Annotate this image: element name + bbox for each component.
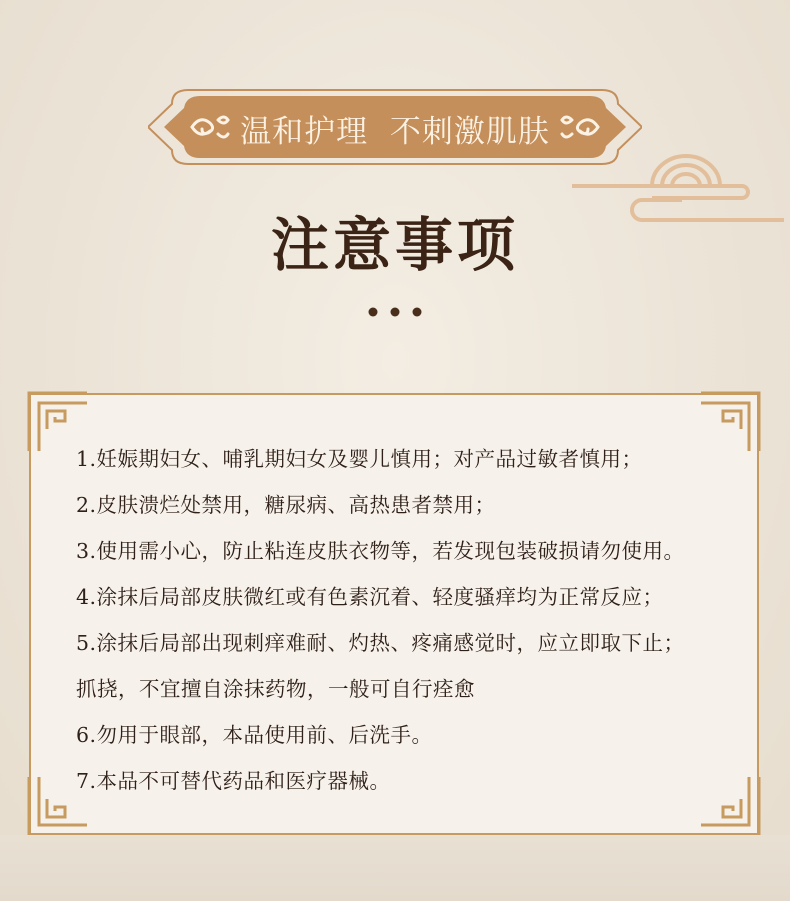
slogan-banner [148,84,642,170]
notice-item: 2.皮肤溃烂处禁用，糖尿病、高热患者禁用； [76,493,496,517]
ellipsis-dots [365,305,425,319]
notice-item: 3.使用需小心，防止粘连皮肤衣物等，若发现包装破损请勿使用。 [76,539,685,563]
notice-item: 5.涂抹后局部出现刺痒难耐、灼热、疼痛感觉时，应立即取下止； [76,631,685,655]
notice-item: 7.本品不可替代药品和医疗器械。 [76,769,391,793]
notice-item: 1.妊娠期妇女、哺乳期妇女及婴儿慎用；对产品过敏者慎用； [76,447,643,471]
bottom-background [0,835,790,901]
notice-item: 4.涂抹后局部皮肤微红或有色素沉着、轻度骚痒均为正常反应； [76,585,664,609]
page-title: 注意事项 [270,211,519,279]
banner-text: 温和护理 不刺激肌肤 [240,114,550,150]
notice-list [76,436,756,804]
notice-item: 抓挠，不宜擅自涂抹药物，一般可自行痊愈 [76,677,475,701]
notice-item: 6.勿用于眼部，本品使用前、后洗手。 [76,723,433,747]
